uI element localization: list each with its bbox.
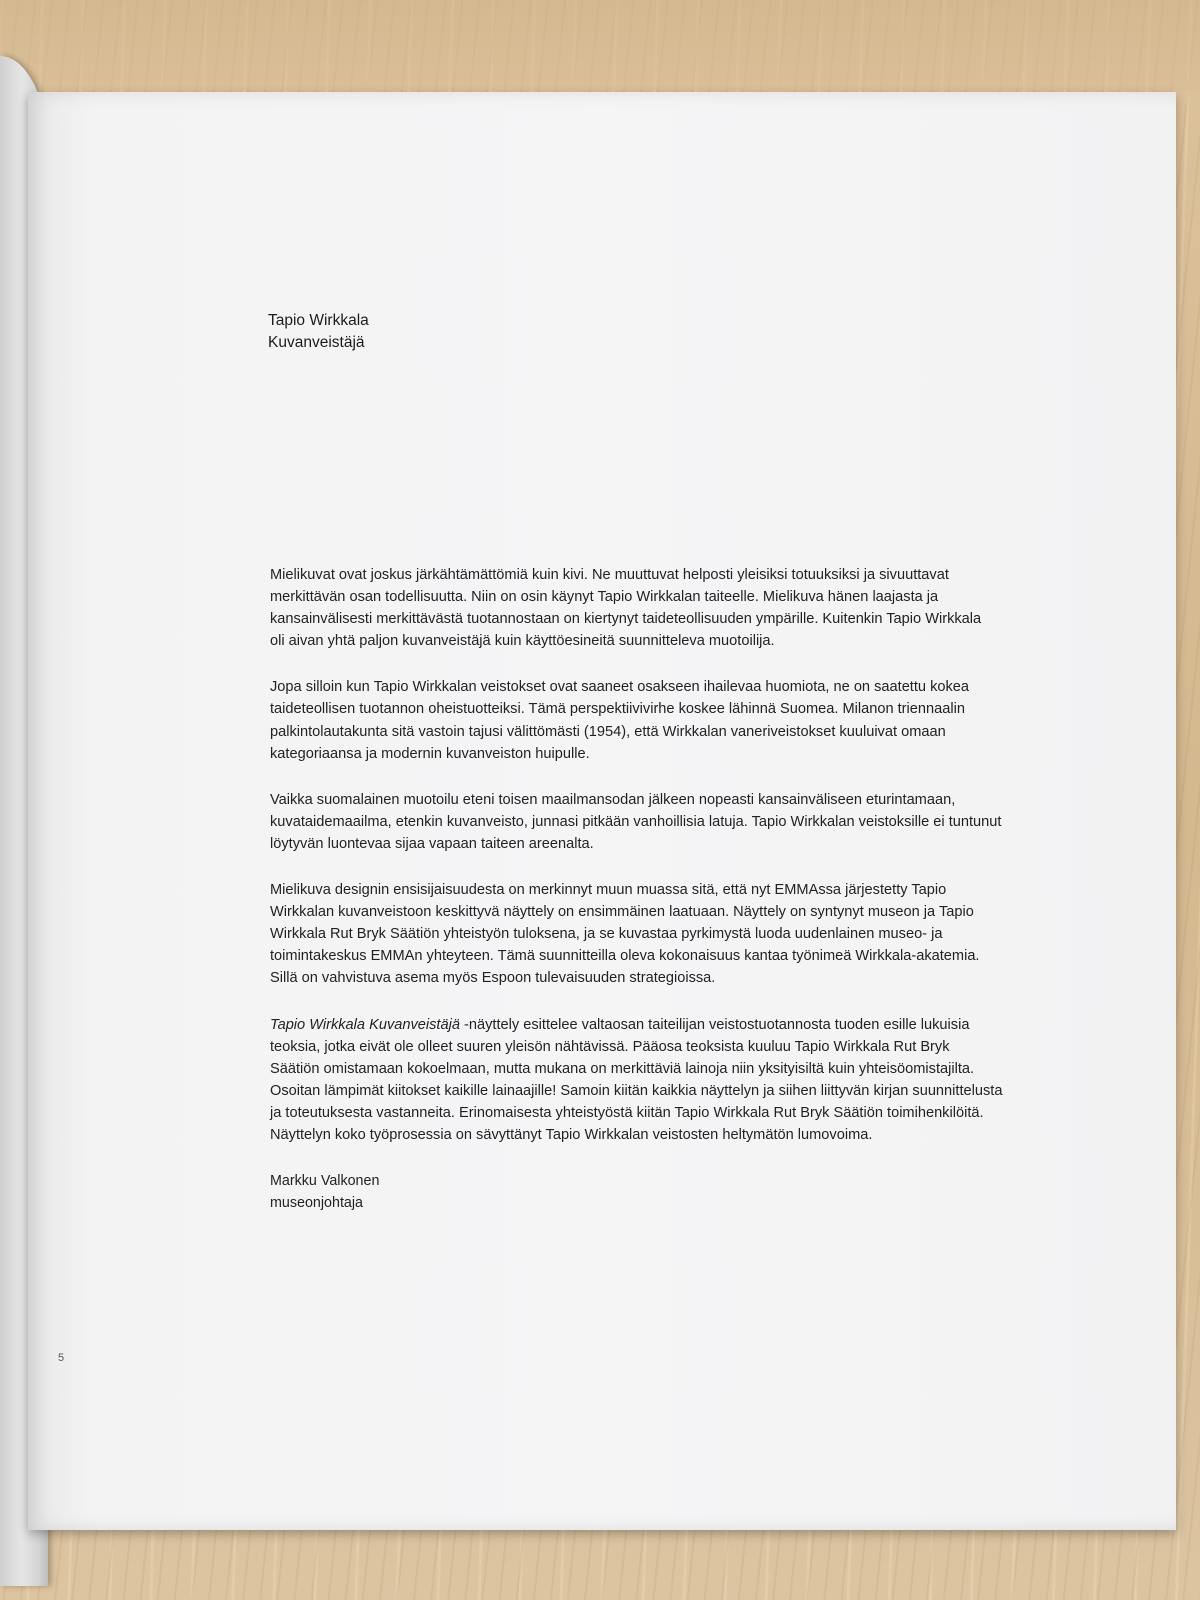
page-heading [268, 310, 369, 354]
text-line: merkittävän osan todellisuutta. Niin on osin käynyt Tapio Wirkkalan taiteelle. Mielikuva hänen laajasta ja [270, 589, 939, 606]
text-line: Wirkkala Rut Bryk Säätiön yhteistyön tuloksena, ja se kuvastaa pyrkimystä luoda uudenlainen museo- ja [270, 926, 943, 943]
paragraph-5 [270, 1014, 1070, 1147]
open-book [0, 92, 1180, 1542]
page-number: 5 [58, 1352, 65, 1364]
text-line: teoksia, jotka eivät ole olleet suuren yleisön nähtävissä. Pääosa teoksista kuuluu Tapio Wirkkala Rut Bryk [270, 1038, 950, 1055]
heading-subtitle: Kuvanveistäjä [268, 334, 365, 351]
signature-block [270, 1170, 1070, 1214]
text-line: kansainvälisesti merkittävästä tuotannostaan on kiertynyt taideteollisuuden ympärille. Kuitenkin Tapio Wirkkala [270, 611, 982, 628]
signature-name: Markku Valkonen [270, 1173, 380, 1190]
paragraph-1 [270, 564, 1070, 652]
text-fragment: -näyttely esittelee valtaosan taiteilijan veistostuotannosta tuoden esille lukuisia [459, 1016, 970, 1033]
text-line: Mielikuva designin ensisijaisuudesta on merkinnyt muun muassa sitä, että nyt EMMAssa järjestetty Tapio [270, 882, 947, 899]
text-line: Näyttelyn koko työprosessia on sävyttänyt Tapio Wirkkalan veistosten heltymätön lumovoima. [270, 1126, 873, 1143]
text-line: kategoriaansa ja modernin kuvanveiston huipulle. [270, 745, 590, 762]
paragraph-4 [270, 879, 1070, 989]
exhibition-title-italic: Tapio Wirkkala Kuvanveistäjä [270, 1016, 460, 1033]
text-line: Jopa silloin kun Tapio Wirkkalan veistokset ovat saaneet osakseen ihailevaa huomiota, ne on saatettu kokea [270, 679, 970, 696]
text-line [270, 1014, 1070, 1036]
signature-title: museonjohtaja [270, 1195, 363, 1212]
heading-title: Tapio Wirkkala [268, 312, 369, 329]
text-line: toimintakeskus EMMAn yhteyteen. Tämä suunnitteilla oleva kokonaisuus kantaa työnimeä Wirkkala-akatemia. [270, 948, 980, 965]
text-line: Säätiön omistamaan kokoelmaan, mutta mukana on merkittäviä lainoja niin yksityisiltä kuin yhteisöomistajilta. [270, 1060, 975, 1077]
text-line: Mielikuvat ovat joskus järkähtämättömiä kuin kivi. Ne muuttuvat helposti yleisiksi totuuksiksi ja sivuuttavat [270, 567, 949, 583]
text-line: löytyvän luontevaa sijaa vapaan taiteen areenalta. [270, 835, 594, 852]
text-line: Sillä on vahvistuva asema myös Espoon tulevaisuuden strategioissa. [270, 970, 716, 987]
text-line: ja toteutuksesta vastanneita. Erinomaisesta yhteistyöstä kiitän Tapio Wirkkala Rut Bryk Säätiön toimihenkilöitä. [270, 1104, 984, 1121]
text-line: palkintolautakunta sitä vastoin tajusi välittömästi (1954), että Wirkkalan vaneriveistokset kuuluivat omaan [270, 723, 946, 740]
text-line: Vaikka suomalainen muotoilu eteni toisen maailmansodan jälkeen nopeasti kansainväliseen eturintamaan, [270, 791, 956, 808]
book-page [28, 92, 1176, 1530]
body-text [270, 564, 1070, 1214]
paragraph-3 [270, 789, 1070, 855]
wooden-table-background [0, 0, 1200, 90]
text-line: Wirkkalan kuvanveistoon keskittyvä näyttely on ensimmäinen laatuaan. Näyttely on syntynyt museon ja Tapio [270, 904, 974, 921]
text-line: taideteollisen tuotannon oheistuotteiksi. Tämä perspektiivivirhe koskee lähinnä Suomea. Milanon triennaalin [270, 701, 965, 718]
text-line: kuvataidemaailma, etenkin kuvanveisto, junnasi pitkään vanhoillisia latuja. Tapio Wirkkalan veistoksille ei tuntunut [270, 813, 1002, 830]
paragraph-2 [270, 676, 1070, 764]
text-line: Osoitan lämpimät kiitokset kaikille lainaajille! Samoin kiitän kaikkia näyttelyn ja siihen liittyvän kirjan suunnittelusta [270, 1082, 1003, 1099]
text-line: oli aivan yhtä paljon kuvanveistäjä kuin käyttöesineitä suunnitteleva muotoilija. [270, 633, 775, 650]
